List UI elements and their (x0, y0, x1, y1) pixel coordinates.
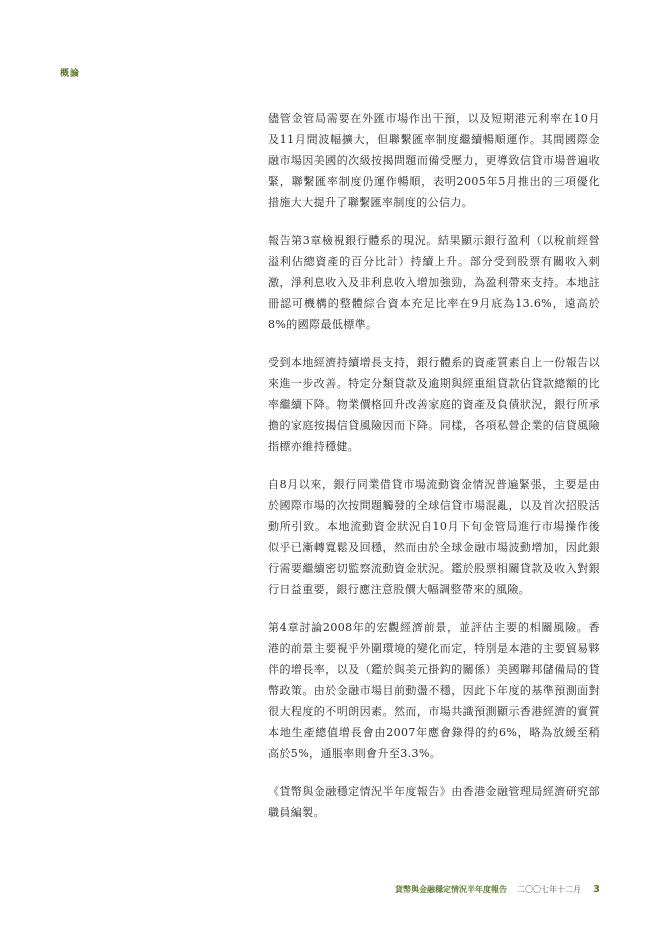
paragraph-banking-sector: 報告第3章檢視銀行體系的現況。結果顯示銀行盈利（以稅前經營溢利佔總資產的百分比計）持續上升。部分受到股票有關收入刺激，淨利息收入及非利息收入增加強勁，為盈利帶來支持。本地註冊認可機構的整體綜合資本充足比率在9月底為13.6%，遠高於8%的國際最低標準。 (268, 234, 600, 331)
paragraph-liquidity: 自8月以來，銀行同業借貸市場流動資金情況普遍緊張，主要是由於國際市場的次按問題觸發的全球信貸市場混亂，以及首次招股活動所引致。本地流動資金狀況自10月下旬金管局進行市場操作後似乎已漸轉寬鬆及回穩，然而由於全球金融市場波動增加，因此銀行需要繼續密切監察流動資金狀況。鑑於股票相關貸款及收入對銀行日益重要，銀行應注意股價大幅調整帶來的風險。 (268, 478, 600, 596)
section-tag: 概論 (60, 69, 81, 79)
footer-date: 二〇〇七年十二月 (517, 885, 582, 894)
page-number: 3 (593, 884, 600, 895)
footer-report-title: 貨幣與金融穩定情況半年度報告 (395, 885, 508, 894)
main-content (268, 108, 600, 840)
paragraph-report-credit: 《貨幣與金融穩定情況半年度報告》由香港金融管理局經濟研究部職員編製。 (268, 785, 600, 819)
paragraph-asset-quality: 受到本地經濟持續增長支持，銀行體系的資產質素自上一份報告以來進一步改善。特定分類貸款及逾期與經重組貸款佔貸款總額的比率繼續下降。物業價格回升改善家庭的資產及負債狀況，銀行所承擔的家庭按揭信貸風險因而下降。同樣，各項私營企業的信貸風險指標亦維持穩健。 (268, 356, 600, 453)
paragraph-macro-outlook: 第4章討論2008年的宏觀經濟前景，並評估主要的相關風險。香港的前景主要視乎外圍環境的變化而定，特別是本港的主要貿易夥伴的增長率，以及（鑑於與美元掛鈎的關係）美國聯邦儲備局的貨幣政策。由於金融市場目前動盪不穩，因此下年度的基準預測面對很大程度的不明朗因素。然而，市場共識預測顯示香港經濟的實質本地生產總值增長會由2007年應會錄得的約6%，略為放緩至稍高於5%，通脹率則會升至3.3%。 (268, 621, 600, 760)
paragraph-linked-exchange-rate: 儘管金管局需要在外匯市場作出干預，以及短期港元利率在10月及11月間波幅擴大，但聯繫匯率制度繼續暢順運作。其間國際金融市場因美國的次級按揭問題而備受壓力，更導致信貸市場普遍收緊，聯繫匯率制度仍運作暢順，表明2005年5月推出的三項優化措施大大提升了聯繫匯率制度的公信力。 (268, 112, 600, 209)
page-footer (368, 884, 600, 900)
